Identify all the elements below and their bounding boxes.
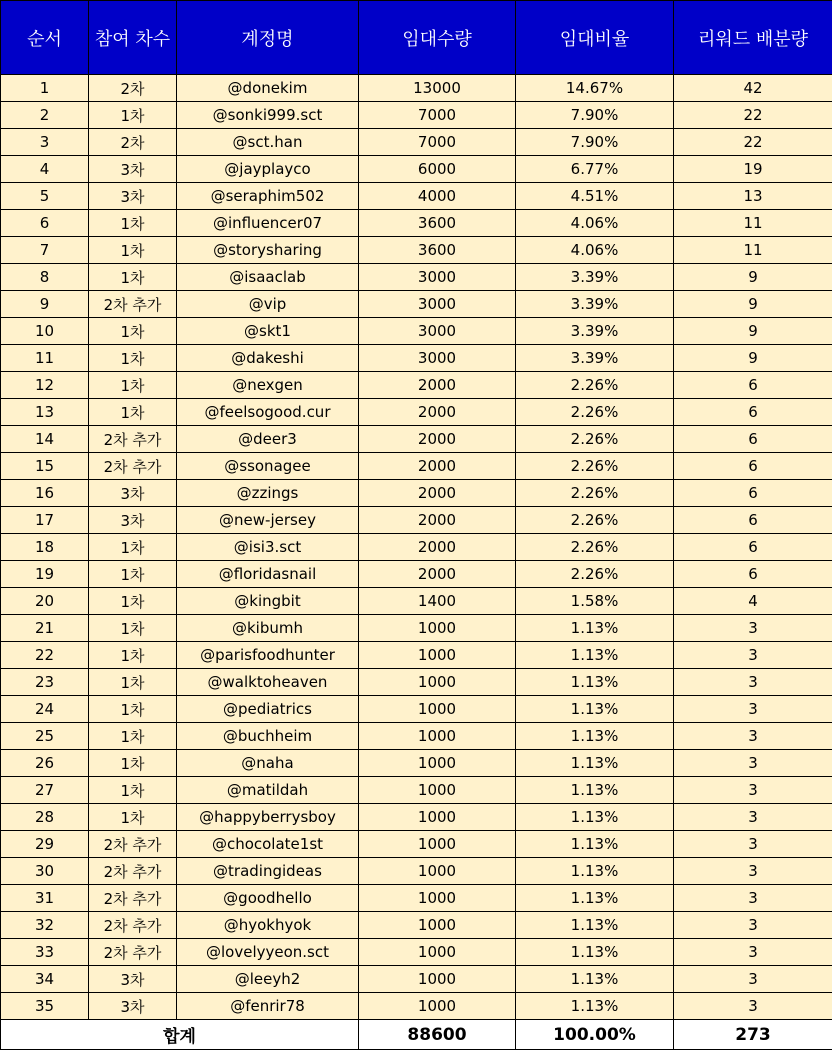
- cell-order: 34: [1, 966, 89, 993]
- cell-order: 30: [1, 858, 89, 885]
- table-row: [1, 669, 832, 696]
- cell-reward: 4: [674, 588, 832, 615]
- total-row: [1, 1020, 832, 1050]
- table-row: [1, 237, 832, 264]
- cell-order: 17: [1, 507, 89, 534]
- cell-round: 1차: [89, 399, 177, 426]
- table-row: [1, 507, 832, 534]
- cell-account: @matildah: [177, 777, 359, 804]
- table-row: [1, 966, 832, 993]
- cell-quantity: 1000: [359, 642, 516, 669]
- cell-account: @isi3.sct: [177, 534, 359, 561]
- cell-round: 1차: [89, 723, 177, 750]
- cell-quantity: 7000: [359, 102, 516, 129]
- cell-account: @kingbit: [177, 588, 359, 615]
- cell-account: @zzings: [177, 480, 359, 507]
- cell-quantity: 1000: [359, 939, 516, 966]
- total-quantity: 88600: [359, 1020, 516, 1050]
- cell-reward: 3: [674, 966, 832, 993]
- cell-ratio: 2.26%: [516, 561, 674, 588]
- table-row: [1, 318, 832, 345]
- table-row: [1, 939, 832, 966]
- cell-order: 25: [1, 723, 89, 750]
- cell-quantity: 2000: [359, 507, 516, 534]
- cell-order: 14: [1, 426, 89, 453]
- cell-order: 12: [1, 372, 89, 399]
- cell-quantity: 1000: [359, 993, 516, 1020]
- cell-quantity: 3000: [359, 345, 516, 372]
- cell-quantity: 1000: [359, 831, 516, 858]
- header-account: 계정명: [177, 1, 359, 75]
- cell-order: 23: [1, 669, 89, 696]
- cell-round: 1차: [89, 561, 177, 588]
- cell-ratio: 1.13%: [516, 885, 674, 912]
- cell-ratio: 1.13%: [516, 831, 674, 858]
- cell-round: 2차: [89, 75, 177, 102]
- cell-round: 3차: [89, 966, 177, 993]
- cell-quantity: 1000: [359, 885, 516, 912]
- cell-quantity: 6000: [359, 156, 516, 183]
- cell-ratio: 6.77%: [516, 156, 674, 183]
- cell-reward: 6: [674, 561, 832, 588]
- cell-round: 1차: [89, 102, 177, 129]
- cell-reward: 3: [674, 858, 832, 885]
- cell-reward: 13: [674, 183, 832, 210]
- cell-order: 18: [1, 534, 89, 561]
- cell-round: 1차: [89, 750, 177, 777]
- cell-account: @influencer07: [177, 210, 359, 237]
- table-row: [1, 453, 832, 480]
- table-row: [1, 291, 832, 318]
- cell-account: @vip: [177, 291, 359, 318]
- header-order: 순서: [1, 1, 89, 75]
- cell-account: @fenrir78: [177, 993, 359, 1020]
- cell-quantity: 1000: [359, 696, 516, 723]
- cell-order: 29: [1, 831, 89, 858]
- cell-account: @seraphim502: [177, 183, 359, 210]
- cell-account: @new-jersey: [177, 507, 359, 534]
- cell-account: @deer3: [177, 426, 359, 453]
- cell-account: @skt1: [177, 318, 359, 345]
- cell-quantity: 1000: [359, 723, 516, 750]
- cell-ratio: 1.13%: [516, 858, 674, 885]
- table-row: [1, 480, 832, 507]
- cell-round: 3차: [89, 183, 177, 210]
- cell-account: @sonki999.sct: [177, 102, 359, 129]
- cell-account: @nexgen: [177, 372, 359, 399]
- cell-reward: 22: [674, 102, 832, 129]
- cell-account: @buchheim: [177, 723, 359, 750]
- table-row: [1, 534, 832, 561]
- cell-round: 2차 추가: [89, 291, 177, 318]
- cell-ratio: 3.39%: [516, 318, 674, 345]
- cell-quantity: 3000: [359, 318, 516, 345]
- cell-ratio: 3.39%: [516, 291, 674, 318]
- cell-order: 8: [1, 264, 89, 291]
- cell-reward: 3: [674, 885, 832, 912]
- cell-ratio: 7.90%: [516, 102, 674, 129]
- table-row: [1, 885, 832, 912]
- cell-quantity: 2000: [359, 480, 516, 507]
- cell-quantity: 3600: [359, 210, 516, 237]
- cell-order: 24: [1, 696, 89, 723]
- cell-round: 1차: [89, 264, 177, 291]
- cell-reward: 9: [674, 291, 832, 318]
- table-footer: [1, 1020, 832, 1050]
- cell-reward: 6: [674, 399, 832, 426]
- table-row: [1, 156, 832, 183]
- cell-order: 4: [1, 156, 89, 183]
- header-row: [1, 1, 832, 75]
- cell-order: 1: [1, 75, 89, 102]
- cell-account: @storysharing: [177, 237, 359, 264]
- cell-quantity: 2000: [359, 561, 516, 588]
- cell-quantity: 1000: [359, 669, 516, 696]
- cell-round: 2차 추가: [89, 426, 177, 453]
- cell-ratio: 2.26%: [516, 480, 674, 507]
- cell-ratio: 4.51%: [516, 183, 674, 210]
- cell-account: @dakeshi: [177, 345, 359, 372]
- cell-reward: 11: [674, 210, 832, 237]
- cell-quantity: 2000: [359, 399, 516, 426]
- cell-account: @parisfoodhunter: [177, 642, 359, 669]
- cell-ratio: 2.26%: [516, 453, 674, 480]
- cell-ratio: 3.39%: [516, 264, 674, 291]
- cell-ratio: 1.13%: [516, 804, 674, 831]
- cell-quantity: 3000: [359, 291, 516, 318]
- cell-ratio: 4.06%: [516, 210, 674, 237]
- cell-quantity: 2000: [359, 534, 516, 561]
- table-row: [1, 858, 832, 885]
- cell-reward: 6: [674, 372, 832, 399]
- cell-quantity: 1000: [359, 615, 516, 642]
- cell-quantity: 1000: [359, 912, 516, 939]
- cell-quantity: 13000: [359, 75, 516, 102]
- cell-account: @pediatrics: [177, 696, 359, 723]
- cell-account: @naha: [177, 750, 359, 777]
- table-header: [1, 1, 832, 75]
- cell-reward: 22: [674, 129, 832, 156]
- cell-reward: 3: [674, 750, 832, 777]
- cell-ratio: 1.13%: [516, 696, 674, 723]
- cell-reward: 9: [674, 318, 832, 345]
- cell-account: @walktoheaven: [177, 669, 359, 696]
- cell-round: 1차: [89, 210, 177, 237]
- cell-account: @happyberrysboy: [177, 804, 359, 831]
- table-row: [1, 804, 832, 831]
- cell-reward: 3: [674, 804, 832, 831]
- cell-order: 27: [1, 777, 89, 804]
- cell-account: @chocolate1st: [177, 831, 359, 858]
- header-ratio: 임대비율: [516, 1, 674, 75]
- cell-account: @donekim: [177, 75, 359, 102]
- table-row: [1, 561, 832, 588]
- cell-ratio: 1.13%: [516, 993, 674, 1020]
- cell-quantity: 1000: [359, 858, 516, 885]
- cell-order: 32: [1, 912, 89, 939]
- cell-round: 1차: [89, 534, 177, 561]
- cell-account: @jayplayco: [177, 156, 359, 183]
- cell-order: 33: [1, 939, 89, 966]
- cell-quantity: 1000: [359, 804, 516, 831]
- cell-ratio: 1.13%: [516, 669, 674, 696]
- cell-round: 1차: [89, 588, 177, 615]
- cell-reward: 6: [674, 453, 832, 480]
- cell-ratio: 3.39%: [516, 345, 674, 372]
- header-quantity: 임대수량: [359, 1, 516, 75]
- cell-ratio: 4.06%: [516, 237, 674, 264]
- cell-reward: 6: [674, 507, 832, 534]
- cell-quantity: 3600: [359, 237, 516, 264]
- cell-ratio: 1.13%: [516, 723, 674, 750]
- cell-quantity: 1000: [359, 750, 516, 777]
- table-row: [1, 696, 832, 723]
- cell-account: @isaaclab: [177, 264, 359, 291]
- table-row: [1, 75, 832, 102]
- cell-ratio: 1.13%: [516, 642, 674, 669]
- total-ratio: 100.00%: [516, 1020, 674, 1050]
- cell-reward: 3: [674, 912, 832, 939]
- cell-order: 9: [1, 291, 89, 318]
- header-reward: 리워드 배분량: [674, 1, 832, 75]
- cell-order: 15: [1, 453, 89, 480]
- cell-order: 26: [1, 750, 89, 777]
- cell-order: 3: [1, 129, 89, 156]
- cell-reward: 3: [674, 993, 832, 1020]
- cell-reward: 42: [674, 75, 832, 102]
- cell-round: 1차: [89, 345, 177, 372]
- cell-round: 2차 추가: [89, 831, 177, 858]
- cell-order: 20: [1, 588, 89, 615]
- cell-ratio: 1.13%: [516, 939, 674, 966]
- cell-quantity: 1000: [359, 777, 516, 804]
- cell-round: 1차: [89, 777, 177, 804]
- table-row: [1, 642, 832, 669]
- cell-reward: 11: [674, 237, 832, 264]
- cell-round: 2차: [89, 129, 177, 156]
- cell-reward: 9: [674, 345, 832, 372]
- cell-account: @lovelyyeon.sct: [177, 939, 359, 966]
- cell-quantity: 1000: [359, 966, 516, 993]
- cell-account: @kibumh: [177, 615, 359, 642]
- cell-order: 31: [1, 885, 89, 912]
- cell-account: @leeyh2: [177, 966, 359, 993]
- table-row: [1, 102, 832, 129]
- cell-reward: 3: [674, 939, 832, 966]
- cell-quantity: 4000: [359, 183, 516, 210]
- cell-reward: 19: [674, 156, 832, 183]
- cell-order: 19: [1, 561, 89, 588]
- table-row: [1, 615, 832, 642]
- cell-ratio: 1.13%: [516, 966, 674, 993]
- cell-ratio: 2.26%: [516, 372, 674, 399]
- table-row: [1, 993, 832, 1020]
- cell-round: 1차: [89, 372, 177, 399]
- header-round: 참여 차수: [89, 1, 177, 75]
- table-row: [1, 210, 832, 237]
- cell-reward: 3: [674, 696, 832, 723]
- cell-ratio: 1.13%: [516, 777, 674, 804]
- table-row: [1, 777, 832, 804]
- cell-account: @sct.han: [177, 129, 359, 156]
- cell-order: 16: [1, 480, 89, 507]
- cell-reward: 3: [674, 642, 832, 669]
- cell-order: 21: [1, 615, 89, 642]
- cell-reward: 9: [674, 264, 832, 291]
- cell-reward: 6: [674, 534, 832, 561]
- cell-order: 6: [1, 210, 89, 237]
- table-row: [1, 426, 832, 453]
- table-row: [1, 399, 832, 426]
- table-row: [1, 345, 832, 372]
- cell-account: @tradingideas: [177, 858, 359, 885]
- cell-order: 13: [1, 399, 89, 426]
- table-body: [1, 75, 832, 1020]
- cell-round: 3차: [89, 507, 177, 534]
- cell-reward: 6: [674, 480, 832, 507]
- cell-round: 3차: [89, 993, 177, 1020]
- cell-round: 2차 추가: [89, 453, 177, 480]
- cell-round: 1차: [89, 642, 177, 669]
- table-row: [1, 372, 832, 399]
- cell-order: 35: [1, 993, 89, 1020]
- cell-ratio: 1.13%: [516, 615, 674, 642]
- table-row: [1, 264, 832, 291]
- cell-round: 2차 추가: [89, 885, 177, 912]
- cell-reward: 3: [674, 723, 832, 750]
- cell-round: 1차: [89, 804, 177, 831]
- cell-order: 11: [1, 345, 89, 372]
- cell-quantity: 3000: [359, 264, 516, 291]
- cell-ratio: 7.90%: [516, 129, 674, 156]
- cell-reward: 3: [674, 615, 832, 642]
- cell-ratio: 2.26%: [516, 426, 674, 453]
- cell-round: 1차: [89, 669, 177, 696]
- table-row: [1, 912, 832, 939]
- table-row: [1, 750, 832, 777]
- cell-ratio: 2.26%: [516, 399, 674, 426]
- cell-ratio: 1.13%: [516, 750, 674, 777]
- cell-round: 3차: [89, 480, 177, 507]
- cell-round: 1차: [89, 318, 177, 345]
- cell-ratio: 1.13%: [516, 912, 674, 939]
- cell-round: 2차 추가: [89, 858, 177, 885]
- cell-order: 10: [1, 318, 89, 345]
- cell-quantity: 7000: [359, 129, 516, 156]
- cell-quantity: 1400: [359, 588, 516, 615]
- cell-account: @goodhello: [177, 885, 359, 912]
- cell-ratio: 2.26%: [516, 534, 674, 561]
- cell-round: 2차 추가: [89, 912, 177, 939]
- cell-round: 3차: [89, 156, 177, 183]
- cell-order: 2: [1, 102, 89, 129]
- cell-reward: 3: [674, 669, 832, 696]
- cell-round: 2차 추가: [89, 939, 177, 966]
- cell-round: 1차: [89, 696, 177, 723]
- cell-round: 1차: [89, 237, 177, 264]
- cell-round: 1차: [89, 615, 177, 642]
- total-reward: 273: [674, 1020, 832, 1050]
- table-row: [1, 588, 832, 615]
- cell-reward: 3: [674, 777, 832, 804]
- cell-quantity: 2000: [359, 453, 516, 480]
- cell-account: @floridasnail: [177, 561, 359, 588]
- cell-order: 5: [1, 183, 89, 210]
- cell-ratio: 14.67%: [516, 75, 674, 102]
- table-row: [1, 183, 832, 210]
- table-row: [1, 831, 832, 858]
- cell-ratio: 1.58%: [516, 588, 674, 615]
- cell-order: 28: [1, 804, 89, 831]
- cell-reward: 3: [674, 831, 832, 858]
- table-row: [1, 723, 832, 750]
- cell-order: 7: [1, 237, 89, 264]
- cell-reward: 6: [674, 426, 832, 453]
- cell-order: 22: [1, 642, 89, 669]
- table-row: [1, 129, 832, 156]
- cell-account: @hyokhyok: [177, 912, 359, 939]
- total-label: 합계: [1, 1020, 359, 1050]
- cell-quantity: 2000: [359, 372, 516, 399]
- cell-account: @feelsogood.cur: [177, 399, 359, 426]
- cell-quantity: 2000: [359, 426, 516, 453]
- cell-ratio: 2.26%: [516, 507, 674, 534]
- cell-account: @ssonagee: [177, 453, 359, 480]
